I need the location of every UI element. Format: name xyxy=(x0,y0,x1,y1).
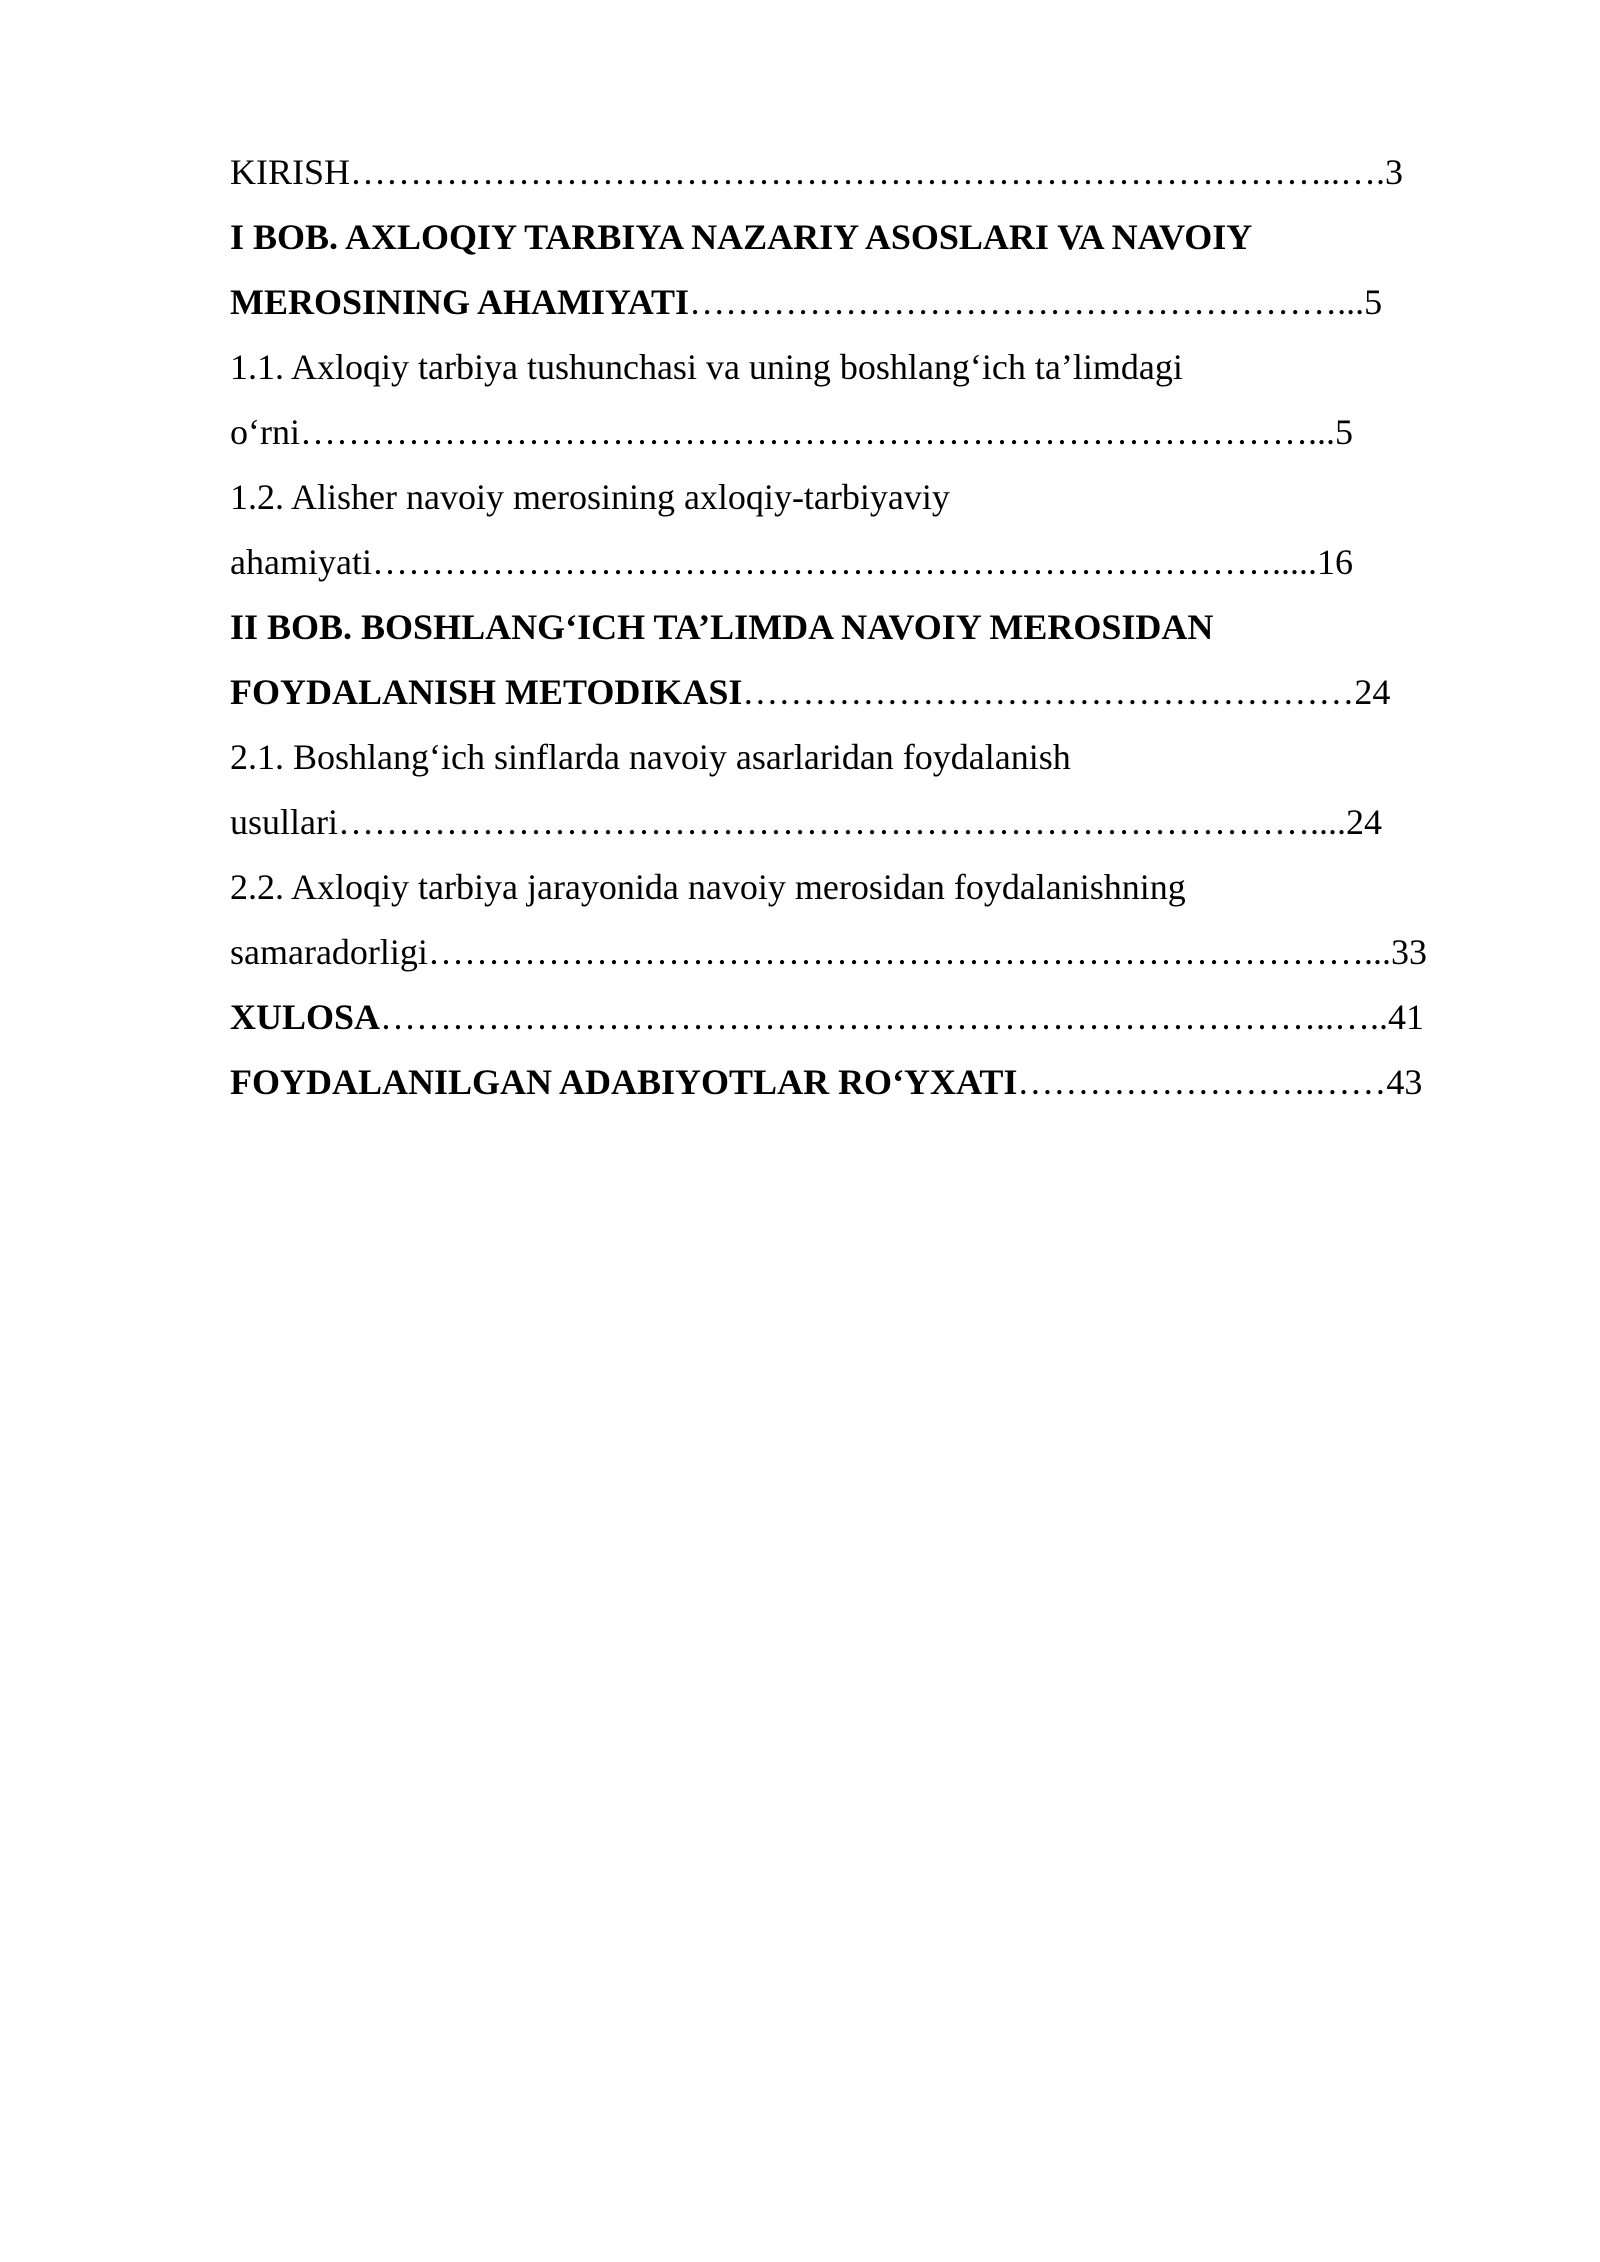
toc-entry-kirish xyxy=(230,140,1492,205)
toc-entry-section-2-1-line-2 xyxy=(230,790,1492,855)
toc-page-number: 5 xyxy=(1334,412,1353,452)
toc-entry-title: KIRISH xyxy=(230,152,351,192)
toc-leader-dots: ………………………………………………………………………..…. xyxy=(350,152,1386,192)
table-of-contents xyxy=(230,140,1492,1115)
toc-entry-chapter-2-line-1 xyxy=(230,595,1492,660)
toc-page-number: 16 xyxy=(1316,542,1353,582)
toc-entry-title: o‘rni xyxy=(230,412,300,452)
toc-entry-title: FOYDALANILGAN ADABIYOTLAR RO‘YXATI xyxy=(230,1062,1018,1102)
toc-page-number: 24 xyxy=(1345,802,1382,842)
toc-entry-chapter-1-line-1 xyxy=(230,205,1492,270)
toc-entry-title: 1.1. Axloqiy tarbiya tushunchasi va uning boshlang‘ich ta’limdagi xyxy=(230,347,1183,387)
toc-entry-section-1-2-line-1 xyxy=(230,465,1492,530)
toc-entry-title: 1.2. Alisher navoiy merosining axloqiy-tarbiyaviy xyxy=(230,477,950,517)
toc-entry-title: samaradorligi xyxy=(230,932,428,972)
toc-entry-title: 2.2. Axloqiy tarbiya jarayonida navoiy merosidan foydalanishning xyxy=(230,867,1186,907)
toc-entry-section-2-2-line-1 xyxy=(230,855,1492,920)
toc-leader-dots: ………………………………………………... xyxy=(689,282,1365,322)
toc-entry-title: MEROSINING AHAMIYATI xyxy=(230,282,690,322)
toc-leader-dots: ……………………………………………………………………….... xyxy=(337,802,1346,842)
toc-page-number: 24 xyxy=(1354,672,1391,712)
toc-entry-section-2-2-line-2 xyxy=(230,920,1492,985)
toc-page-number: 33 xyxy=(1390,932,1427,972)
toc-entry-section-1-2-line-2 xyxy=(230,530,1492,595)
toc-entry-section-1-1-line-1 xyxy=(230,335,1492,400)
toc-leader-dots: …………………………………………… xyxy=(742,672,1355,712)
toc-entry-section-2-1-line-1 xyxy=(230,725,1492,790)
toc-page-number: 41 xyxy=(1388,997,1425,1037)
toc-entry-title: I BOB. AXLOQIY TARBIYA NAZARIY ASOSLARI VA NAVOIY xyxy=(230,217,1253,257)
toc-leader-dots: …………………………………………………………………………... xyxy=(299,412,1335,452)
toc-entry-chapter-1-line-2 xyxy=(230,270,1492,335)
toc-entry-title: XULOSA xyxy=(230,997,381,1037)
toc-entry-title: 2.1. Boshlang‘ich sinflarda navoiy asarlaridan foydalanish xyxy=(230,737,1071,777)
toc-entry-xulosa xyxy=(230,985,1492,1050)
toc-page-number: 3 xyxy=(1385,152,1404,192)
toc-entry-references xyxy=(230,1050,1492,1115)
toc-entry-title: FOYDALANISH METODIKASI xyxy=(230,672,743,712)
toc-leader-dots: ……………………………………………………………………..….. xyxy=(380,997,1389,1037)
toc-leader-dots: …………………………………………………………………..... xyxy=(371,542,1317,582)
toc-entry-title: ahamiyati xyxy=(230,542,372,582)
toc-page-number: 5 xyxy=(1364,282,1383,322)
toc-page-number: 43 xyxy=(1386,1062,1423,1102)
toc-entry-title: II BOB. BOSHLANG‘ICH TA’LIMDA NAVOIY MEROSIDAN xyxy=(230,607,1214,647)
toc-entry-section-1-1-line-2 xyxy=(230,400,1492,465)
toc-leader-dots: …………………….…… xyxy=(1017,1062,1387,1102)
toc-entry-title: usullari xyxy=(230,802,338,842)
toc-leader-dots: ……………………………………………………………………... xyxy=(427,932,1391,972)
toc-entry-chapter-2-line-2 xyxy=(230,660,1492,725)
